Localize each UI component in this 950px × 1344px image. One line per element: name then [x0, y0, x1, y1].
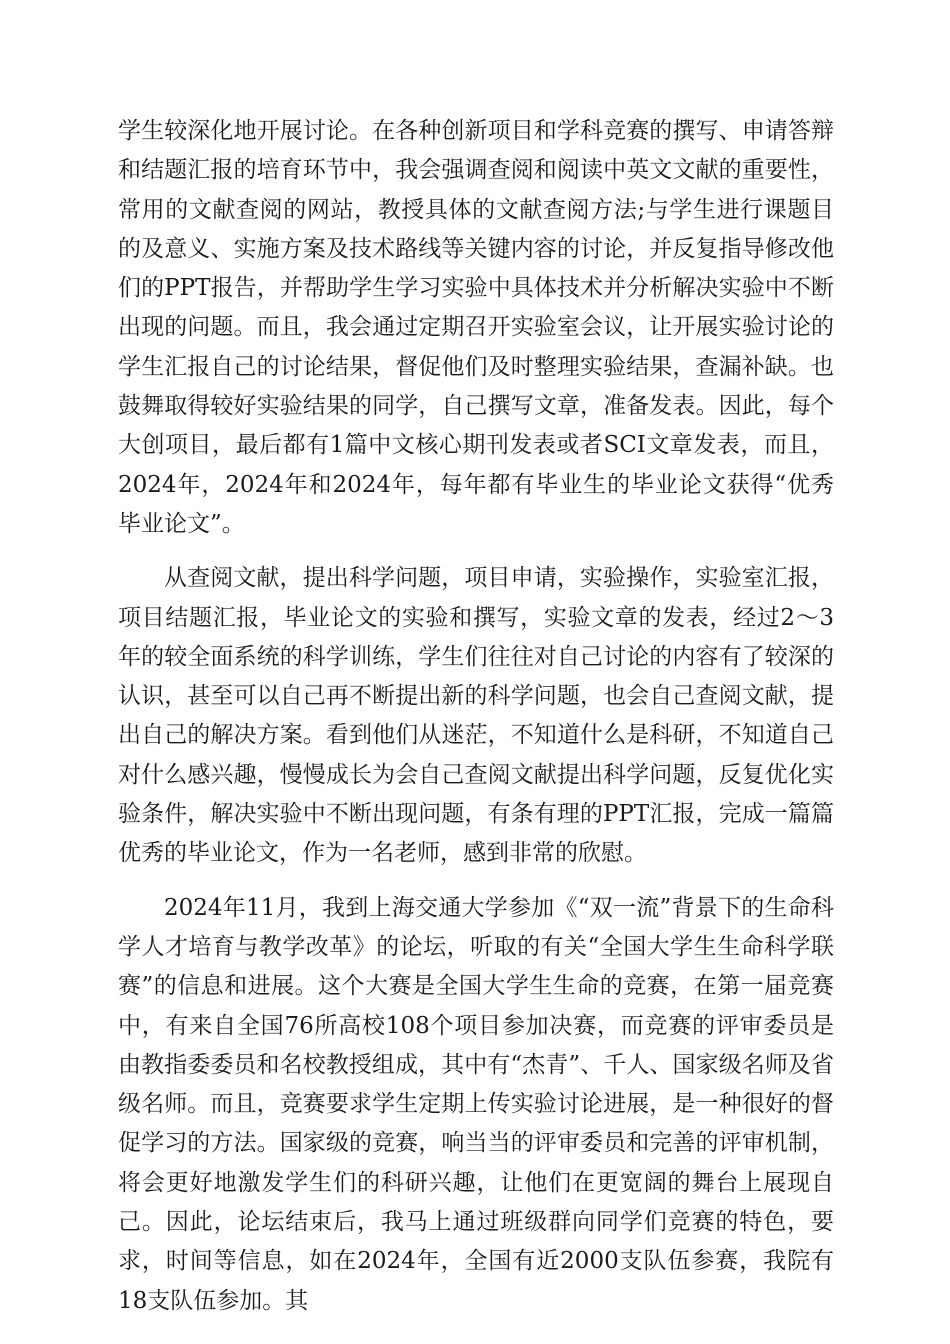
paragraph-1: 学生较深化地开展讨论。在各种创新项目和学科竞赛的撰写、申请答辩和结题汇报的培育环节中，我会强调查阅和阅读中英文文献的重要性，常用的文献查阅的网站，教授具体的文献查阅方法;与学生进行课题目的及意义、实施方案及技术路线等关键内容的讨论，并反复指导修改他们的PPT报告，并帮助学生学习实验中具体技术并分析解决实验中不断出现的问题。而且，我会通过定期召开实验室会议，让开展实验讨论的学生汇报自己的讨论结果，督促他们及时整理实验结果，查漏补缺。也鼓舞取得较好实验结果的同学，自己撰写文章，准备发表。因此，每个大创项目，最后都有1篇中文核心期刊发表或者SCI文章发表，而且，2024年，2024年和2024年，每年都有毕业生的毕业论文获得“优秀毕业论文”。 — [118, 118, 834, 537]
document-body — [118, 112, 834, 1321]
paragraph-3: 2024年11月，我到上海交通大学参加《“双一流”背景下的生命科学人才培育与教学改革》的论坛，听取的有关“全国大学生生命科学联赛”的信息和进展。这个大赛是全国大学生生命的竞赛，在第一届竞赛中，有来自全国76所高校108个项目参加决赛，而竞赛的评审委员是由教指委委员和名校教授组成，其中有“杰青”、千人、国家级名师及省级名师。而且，竞赛要求学生定期上传实验讨论进展，是一种很好的督促学习的方法。国家级的竞赛，响当当的评审委员和完善的评审机制，将会更好地激发学生们的科研兴趣，让他们在更宽阔的舞台上展现自己。因此，论坛结束后，我马上通过班级群向同学们竞赛的特色，要求，时间等信息，如在2024年，全国有近2000支队伍参赛，我院有18支队伍参加。其 — [118, 894, 834, 1314]
paragraph-2: 从查阅文献，提出科学问题，项目申请，实验操作，实验室汇报，项目结题汇报，毕业论文的实验和撰写，实验文章的发表，经过2～3年的较全面系统的科学训练，学生们往往对自己讨论的内容有了较深的认识，甚至可以自己再不断提出新的科学问题，也会自己查阅文献，提出自己的解决方案。看到他们从迷茫，不知道什么是科研，不知道自己对什么感兴趣，慢慢成长为会自己查阅文献提出科学问题，反复优化实验条件，解决实验中不断出现问题，有条有理的PPT汇报，完成一篇篇优秀的毕业论文，作为一名老师，感到非常的欣慰。 — [118, 565, 834, 867]
